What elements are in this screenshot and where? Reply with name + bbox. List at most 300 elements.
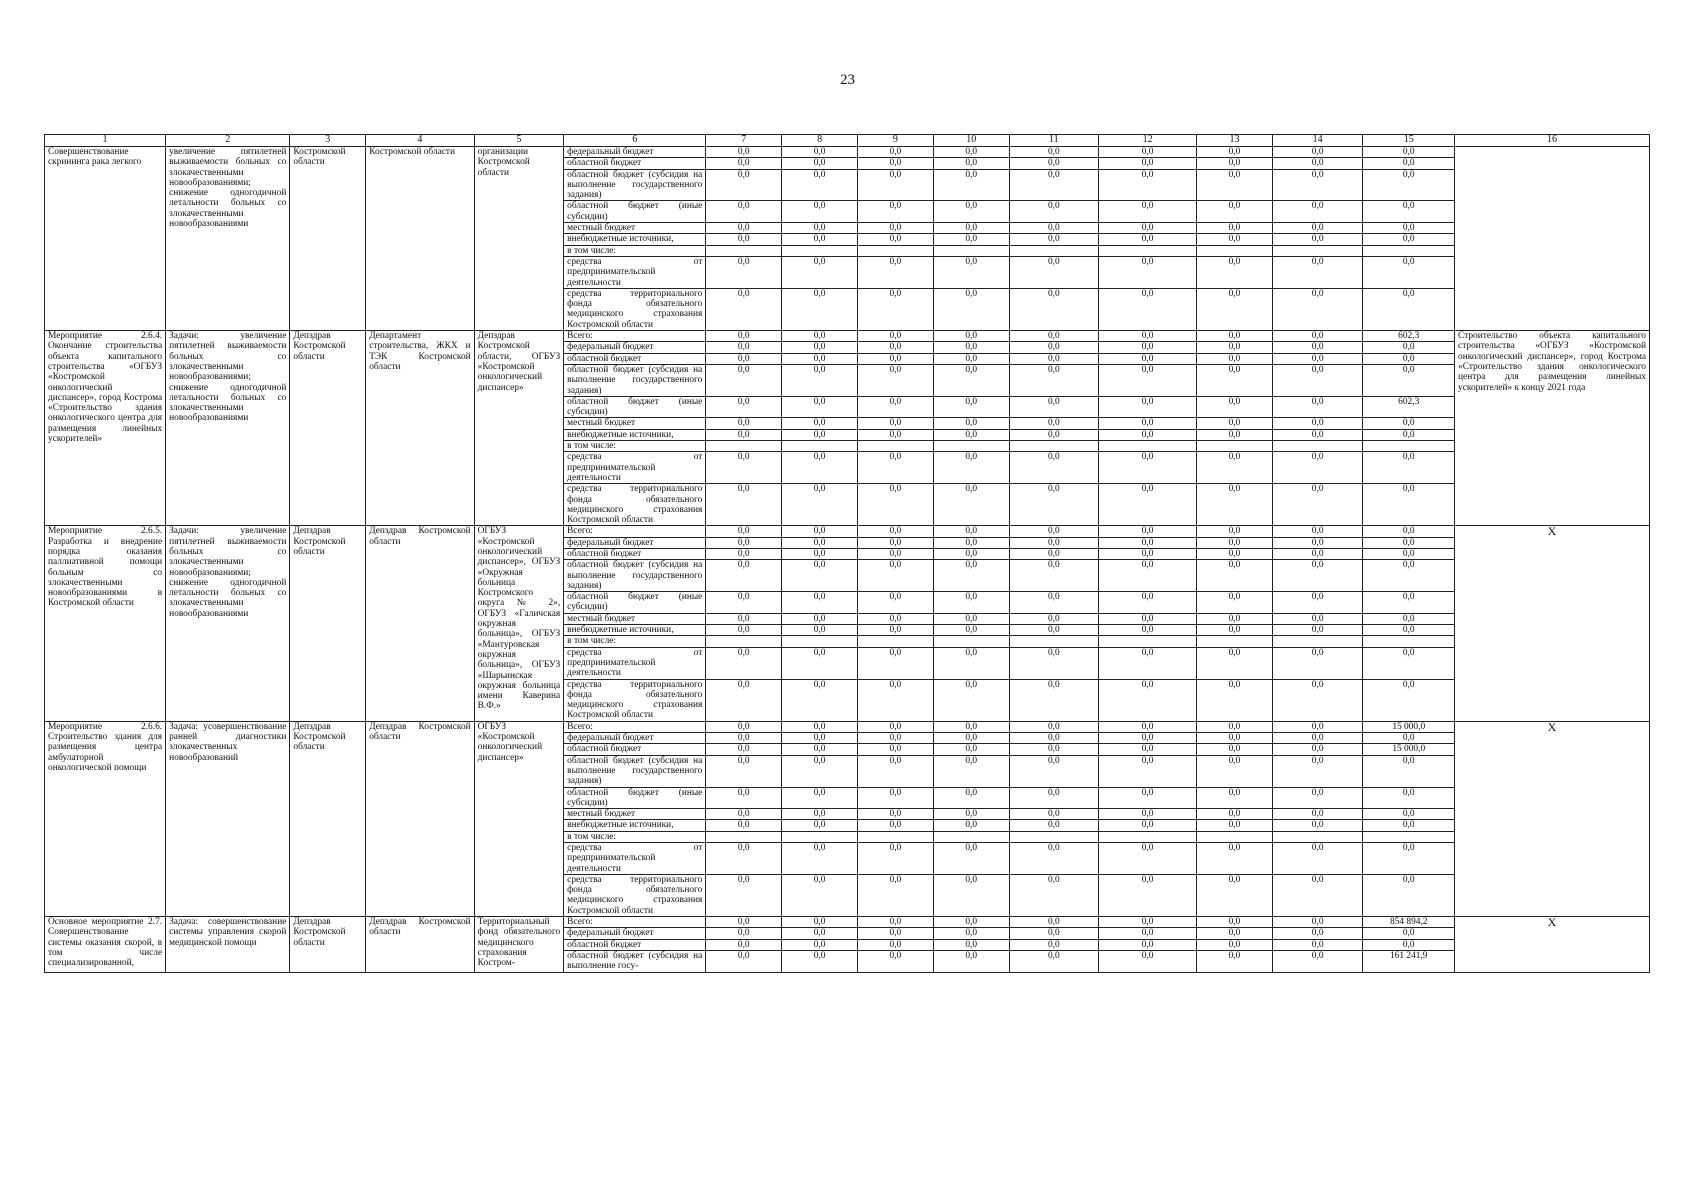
year-value: 0,0 [782, 917, 858, 928]
year-value: 0,0 [857, 537, 933, 548]
funding-source: Всего: [564, 917, 706, 928]
year-value: 0,0 [933, 288, 1009, 330]
year-value: 0,0 [1009, 342, 1099, 353]
funding-source: областной бюджет (субсидия на выполнение государственного задания) [564, 755, 706, 787]
year-value: 0,0 [706, 874, 782, 916]
year-value: 0,0 [782, 744, 858, 755]
year-value: 0,0 [1272, 256, 1363, 288]
co-executor: Костромской области [366, 147, 474, 331]
year-value: 0,0 [1363, 787, 1455, 809]
year-value: 0,0 [933, 396, 1009, 418]
expected-result: Строительство объекта капитального строительства «ОГБУЗ «Костромской онкологический диспансер», город Кострома «Строительство здания онкологического центра для размещения линейных ускорителей» к концу 2021 года [1455, 331, 1650, 526]
year-value: 0,0 [1272, 429, 1363, 440]
year-value: 0,0 [857, 917, 933, 928]
year-value: 0,0 [1009, 331, 1099, 342]
column-number: 4 [366, 135, 474, 147]
year-value: 0,0 [782, 787, 858, 809]
year-value: 0,0 [1272, 917, 1363, 928]
year-value: 0,0 [857, 733, 933, 744]
year-value: 0,0 [1363, 158, 1455, 169]
year-value: 0,0 [933, 364, 1009, 396]
year-value: 0,0 [857, 234, 933, 245]
year-value: 0,0 [1363, 201, 1455, 223]
year-value: 0,0 [1009, 537, 1099, 548]
year-value [1009, 831, 1099, 842]
year-value: 0,0 [782, 939, 858, 950]
funding-source: областной бюджет (иные субсидии) [564, 201, 706, 223]
year-value [782, 441, 858, 452]
year-value: 0,0 [1009, 353, 1099, 364]
year-value: 0,0 [1363, 484, 1455, 526]
year-value: 0,0 [1363, 364, 1455, 396]
year-value: 0,0 [1099, 874, 1197, 916]
year-value: 0,0 [782, 874, 858, 916]
year-value: 0,0 [857, 755, 933, 787]
year-value: 0,0 [1272, 874, 1363, 916]
year-value: 0,0 [933, 647, 1009, 679]
year-value: 0,0 [706, 721, 782, 732]
year-value: 0,0 [1009, 418, 1099, 429]
year-value: 0,0 [1009, 396, 1099, 418]
expected-result: Х [1455, 917, 1650, 972]
year-value: 0,0 [782, 613, 858, 624]
year-value: 0,0 [1197, 733, 1273, 744]
year-value: 0,0 [1197, 201, 1273, 223]
year-value [782, 831, 858, 842]
funding-source: в том числе: [564, 636, 706, 647]
year-value [1363, 636, 1455, 647]
year-value [857, 831, 933, 842]
year-value: 0,0 [1009, 733, 1099, 744]
year-value: 0,0 [857, 396, 933, 418]
year-value: 0,0 [1009, 874, 1099, 916]
year-value: 0,0 [706, 733, 782, 744]
year-value: 0,0 [857, 452, 933, 484]
year-value: 0,0 [1363, 169, 1455, 201]
column-number: 13 [1197, 135, 1273, 147]
year-value: 0,0 [706, 950, 782, 972]
year-value: 0,0 [1009, 526, 1099, 537]
year-value: 0,0 [706, 364, 782, 396]
year-value: 0,0 [782, 223, 858, 234]
year-value: 0,0 [782, 364, 858, 396]
year-value [706, 831, 782, 842]
year-value: 0,0 [782, 234, 858, 245]
year-value: 0,0 [706, 843, 782, 875]
year-value: 0,0 [782, 733, 858, 744]
co-executor: Департамент строительства, ЖКХ и ТЭК Костромской области [366, 331, 474, 526]
year-value: 0,0 [1099, 331, 1197, 342]
column-number: 16 [1455, 135, 1650, 147]
funding-source: Всего: [564, 526, 706, 537]
year-value: 0,0 [706, 613, 782, 624]
year-value: 0,0 [933, 679, 1009, 721]
funding-source: внебюджетные источники, [564, 234, 706, 245]
year-value: 0,0 [857, 647, 933, 679]
year-value: 0,0 [1272, 158, 1363, 169]
funding-source: областной бюджет (иные субсидии) [564, 592, 706, 614]
year-value: 0,0 [857, 874, 933, 916]
year-value: 0,0 [706, 647, 782, 679]
year-value: 0,0 [782, 484, 858, 526]
year-value: 0,0 [706, 396, 782, 418]
year-value: 0,0 [933, 820, 1009, 831]
year-value: 0,0 [933, 744, 1009, 755]
year-value: 0,0 [933, 537, 1009, 548]
funding-source: областной бюджет [564, 939, 706, 950]
year-value: 0,0 [782, 256, 858, 288]
year-value: 0,0 [1197, 418, 1273, 429]
participants: ОГБУЗ «Костромской онкологический диспансер», ОГБУЗ «Окружная больница Костромского округа № 2», ОГБУЗ «Галичская окружная больница», ОГБУЗ «Мантуровская окружная больница», ОГБУЗ «Шарьинская окружная больница имени Каверина В.Ф.» [474, 526, 564, 721]
year-value: 0,0 [1363, 452, 1455, 484]
co-executor: Депздрав Костромской области [366, 526, 474, 721]
year-value: 0,0 [1363, 820, 1455, 831]
year-value [782, 245, 858, 256]
year-value: 0,0 [1099, 201, 1197, 223]
year-value: 0,0 [1272, 560, 1363, 592]
year-value: 0,0 [1099, 418, 1197, 429]
year-value: 0,0 [1363, 429, 1455, 440]
year-value: 0,0 [1009, 820, 1099, 831]
year-value: 0,0 [1197, 548, 1273, 559]
task-description: увеличение пятилетней выживаемости больных со злокачественными новообразованиями; снижение одногодичной летальности больных со злокачественными новообразованиями [166, 147, 290, 331]
funding-source: в том числе: [564, 245, 706, 256]
year-value: 0,0 [706, 744, 782, 755]
year-value: 0,0 [1363, 939, 1455, 950]
year-value: 854 894,2 [1363, 917, 1455, 928]
year-value: 0,0 [706, 679, 782, 721]
funding-source: средства территориального фонда обязательного медицинского страхования Костромской области [564, 679, 706, 721]
year-value: 0,0 [1099, 843, 1197, 875]
expected-result: Х [1455, 526, 1650, 721]
year-value: 0,0 [1009, 234, 1099, 245]
year-value: 0,0 [1009, 950, 1099, 972]
year-value: 0,0 [1009, 939, 1099, 950]
funding-source: средства от предпринимательской деятельности [564, 647, 706, 679]
year-value: 0,0 [706, 928, 782, 939]
funding-source: областной бюджет (субсидия на выполнение государственного задания) [564, 364, 706, 396]
year-value: 0,0 [857, 256, 933, 288]
year-value [1272, 831, 1363, 842]
year-value: 0,0 [933, 452, 1009, 484]
column-number: 10 [933, 135, 1009, 147]
column-number: 3 [290, 135, 366, 147]
year-value: 0,0 [1272, 526, 1363, 537]
participants: организации Костромской области [474, 147, 564, 331]
responsible-executor: Депздрав Костромской области [290, 526, 366, 721]
year-value: 0,0 [706, 820, 782, 831]
funding-source: областной бюджет [564, 548, 706, 559]
year-value: 0,0 [933, 560, 1009, 592]
activity-name: Совершенствование скрининга рака легкого [45, 147, 166, 331]
year-value: 0,0 [1197, 223, 1273, 234]
year-value: 0,0 [782, 560, 858, 592]
year-value: 0,0 [1197, 787, 1273, 809]
year-value [1099, 636, 1197, 647]
year-value: 0,0 [1099, 679, 1197, 721]
year-value: 0,0 [1272, 950, 1363, 972]
year-value: 0,0 [1009, 169, 1099, 201]
year-value: 161 241,9 [1363, 950, 1455, 972]
year-value: 0,0 [933, 733, 1009, 744]
year-value: 0,0 [1197, 169, 1273, 201]
year-value: 0,0 [1099, 288, 1197, 330]
year-value: 0,0 [1009, 288, 1099, 330]
year-value: 0,0 [1099, 526, 1197, 537]
table-row [45, 721, 1650, 732]
year-value: 0,0 [1272, 396, 1363, 418]
year-value: 0,0 [782, 396, 858, 418]
year-value: 0,0 [1272, 353, 1363, 364]
table-row [45, 526, 1650, 537]
column-number: 6 [564, 135, 706, 147]
participants: Территориальный фонд обязательного медицинского страхования Костром- [474, 917, 564, 972]
year-value: 0,0 [782, 625, 858, 636]
year-value: 0,0 [1363, 234, 1455, 245]
year-value: 0,0 [1197, 484, 1273, 526]
year-value: 0,0 [1099, 147, 1197, 158]
page-number: 23 [840, 72, 855, 88]
year-value: 0,0 [1272, 755, 1363, 787]
year-value: 0,0 [1099, 744, 1197, 755]
year-value [933, 245, 1009, 256]
year-value: 0,0 [782, 721, 858, 732]
year-value: 0,0 [1272, 843, 1363, 875]
year-value: 0,0 [933, 331, 1009, 342]
year-value: 0,0 [857, 939, 933, 950]
year-value: 0,0 [1272, 592, 1363, 614]
year-value: 0,0 [857, 809, 933, 820]
year-value: 0,0 [857, 169, 933, 201]
year-value: 0,0 [1363, 679, 1455, 721]
funding-source: средства от предпринимательской деятельности [564, 256, 706, 288]
year-value: 0,0 [706, 169, 782, 201]
year-value: 0,0 [1363, 548, 1455, 559]
year-value: 0,0 [782, 288, 858, 330]
year-value [1009, 441, 1099, 452]
year-value: 0,0 [1272, 548, 1363, 559]
year-value: 0,0 [1197, 560, 1273, 592]
year-value: 0,0 [782, 820, 858, 831]
year-value [1009, 636, 1099, 647]
year-value: 0,0 [1099, 613, 1197, 624]
year-value: 0,0 [706, 939, 782, 950]
year-value: 0,0 [1363, 418, 1455, 429]
year-value: 0,0 [1009, 625, 1099, 636]
year-value: 0,0 [933, 613, 1009, 624]
year-value: 0,0 [857, 679, 933, 721]
activity-name: Основное мероприятие 2.7. Совершенствование системы оказания скорой, в том числе специализированной, [45, 917, 166, 972]
year-value: 0,0 [1363, 256, 1455, 288]
year-value: 0,0 [1363, 928, 1455, 939]
column-number: 14 [1272, 135, 1363, 147]
year-value: 0,0 [706, 331, 782, 342]
year-value: 0,0 [1363, 755, 1455, 787]
year-value: 0,0 [857, 721, 933, 732]
year-value: 0,0 [857, 928, 933, 939]
year-value: 0,0 [1197, 950, 1273, 972]
year-value: 0,0 [706, 288, 782, 330]
year-value: 0,0 [782, 158, 858, 169]
year-value: 0,0 [857, 158, 933, 169]
year-value: 0,0 [1272, 820, 1363, 831]
funding-source: областной бюджет (иные субсидии) [564, 396, 706, 418]
year-value [1272, 245, 1363, 256]
year-value: 0,0 [857, 147, 933, 158]
year-value: 0,0 [782, 928, 858, 939]
year-value: 0,0 [1272, 223, 1363, 234]
year-value: 0,0 [857, 418, 933, 429]
activity-name: Мероприятие 2.6.4. Окончание строительства объекта капитального строительства «ОГБУЗ «Костромской онкологический диспансер», город Кострома «Строительство здания онкологического центра для размещения линейных ускорителей» [45, 331, 166, 526]
year-value: 0,0 [1009, 429, 1099, 440]
column-number-row [45, 135, 1650, 147]
year-value [1009, 245, 1099, 256]
year-value: 0,0 [706, 537, 782, 548]
table-row [45, 917, 1650, 928]
year-value: 0,0 [933, 223, 1009, 234]
year-value: 0,0 [933, 755, 1009, 787]
year-value: 0,0 [1272, 342, 1363, 353]
year-value: 0,0 [1197, 158, 1273, 169]
year-value: 0,0 [782, 537, 858, 548]
year-value [1272, 636, 1363, 647]
year-value: 0,0 [1009, 158, 1099, 169]
year-value: 0,0 [1099, 950, 1197, 972]
column-number: 5 [474, 135, 564, 147]
year-value: 0,0 [1009, 484, 1099, 526]
funding-source: Всего: [564, 721, 706, 732]
year-value: 0,0 [782, 418, 858, 429]
responsible-executor: Костромской области [290, 147, 366, 331]
table-row [45, 147, 1650, 158]
funding-source: в том числе: [564, 441, 706, 452]
year-value: 0,0 [1099, 234, 1197, 245]
funding-source: местный бюджет [564, 809, 706, 820]
year-value: 0,0 [1272, 234, 1363, 245]
funding-source: местный бюджет [564, 613, 706, 624]
funding-source: областной бюджет (субсидия на выполнение госу- [564, 950, 706, 972]
year-value: 0,0 [1099, 342, 1197, 353]
year-value: 0,0 [706, 256, 782, 288]
year-value: 15 000,0 [1363, 744, 1455, 755]
task-description: Задача: усовершенствование ранней диагностики злокачественных новообразований [166, 721, 290, 916]
responsible-executor: Депздрав Костромской области [290, 331, 366, 526]
year-value: 15 000,0 [1363, 721, 1455, 732]
year-value: 0,0 [782, 548, 858, 559]
activity-name: Мероприятие 2.6.5. Разработка и внедрение порядка оказания паллиативной помощи больным со злокачественными новообразованиями в Костромской области [45, 526, 166, 721]
column-number: 8 [782, 135, 858, 147]
year-value: 0,0 [857, 820, 933, 831]
year-value: 0,0 [1009, 755, 1099, 787]
year-value: 0,0 [933, 809, 1009, 820]
funding-source: средства территориального фонда обязательного медицинского страхования Костромской области [564, 874, 706, 916]
funding-source: средства от предпринимательской деятельности [564, 452, 706, 484]
year-value: 0,0 [933, 234, 1009, 245]
year-value [706, 636, 782, 647]
year-value: 0,0 [933, 169, 1009, 201]
funding-source: местный бюджет [564, 418, 706, 429]
year-value: 0,0 [706, 560, 782, 592]
year-value: 0,0 [933, 526, 1009, 537]
year-value: 0,0 [857, 331, 933, 342]
year-value: 0,0 [857, 592, 933, 614]
year-value: 0,0 [1099, 223, 1197, 234]
year-value: 0,0 [1099, 917, 1197, 928]
year-value: 0,0 [706, 429, 782, 440]
year-value: 0,0 [1272, 452, 1363, 484]
year-value: 0,0 [1009, 201, 1099, 223]
year-value: 0,0 [1099, 733, 1197, 744]
funding-source: областной бюджет [564, 158, 706, 169]
year-value: 0,0 [933, 353, 1009, 364]
year-value [1197, 441, 1273, 452]
year-value [1197, 636, 1273, 647]
year-value: 0,0 [706, 234, 782, 245]
year-value: 0,0 [1197, 625, 1273, 636]
year-value: 0,0 [857, 613, 933, 624]
year-value [1363, 831, 1455, 842]
year-value: 0,0 [706, 755, 782, 787]
year-value: 0,0 [1099, 256, 1197, 288]
year-value: 0,0 [1363, 342, 1455, 353]
year-value: 0,0 [782, 353, 858, 364]
year-value: 0,0 [1197, 256, 1273, 288]
year-value: 0,0 [1272, 679, 1363, 721]
year-value: 0,0 [706, 342, 782, 353]
year-value: 0,0 [933, 548, 1009, 559]
year-value: 0,0 [857, 526, 933, 537]
expected-result: Х [1455, 721, 1650, 916]
year-value: 0,0 [1363, 613, 1455, 624]
year-value: 0,0 [933, 917, 1009, 928]
table-row [45, 331, 1650, 342]
year-value: 0,0 [933, 874, 1009, 916]
year-value [933, 831, 1009, 842]
year-value: 0,0 [1099, 755, 1197, 787]
year-value: 0,0 [706, 548, 782, 559]
year-value: 0,0 [1197, 342, 1273, 353]
year-value: 0,0 [1099, 787, 1197, 809]
year-value: 0,0 [1009, 364, 1099, 396]
year-value: 0,0 [1009, 679, 1099, 721]
co-executor: Депздрав Костромской области [366, 721, 474, 916]
funding-source: местный бюджет [564, 223, 706, 234]
year-value: 0,0 [1363, 809, 1455, 820]
year-value: 0,0 [706, 484, 782, 526]
year-value: 0,0 [782, 592, 858, 614]
year-value [857, 441, 933, 452]
funding-source: федеральный бюджет [564, 928, 706, 939]
year-value: 0,0 [1197, 820, 1273, 831]
year-value [706, 441, 782, 452]
year-value: 0,0 [933, 625, 1009, 636]
responsible-executor: Депздрав Костромской области [290, 917, 366, 972]
year-value [1363, 245, 1455, 256]
column-number: 2 [166, 135, 290, 147]
activity-name: Мероприятие 2.6.6. Строительство здания для размещения центра амбулаторной онкологической помощи [45, 721, 166, 916]
year-value: 0,0 [1099, 364, 1197, 396]
year-value: 0,0 [857, 744, 933, 755]
year-value: 0,0 [782, 429, 858, 440]
year-value: 0,0 [1197, 928, 1273, 939]
funding-source: внебюджетные источники, [564, 820, 706, 831]
participants: Депздрав Костромской области, ОГБУЗ «Костромской онкологический диспансер» [474, 331, 564, 526]
year-value: 0,0 [1099, 169, 1197, 201]
year-value: 0,0 [933, 843, 1009, 875]
year-value: 0,0 [1272, 939, 1363, 950]
funding-source: областной бюджет (субсидия на выполнение государственного задания) [564, 169, 706, 201]
year-value: 0,0 [1363, 647, 1455, 679]
